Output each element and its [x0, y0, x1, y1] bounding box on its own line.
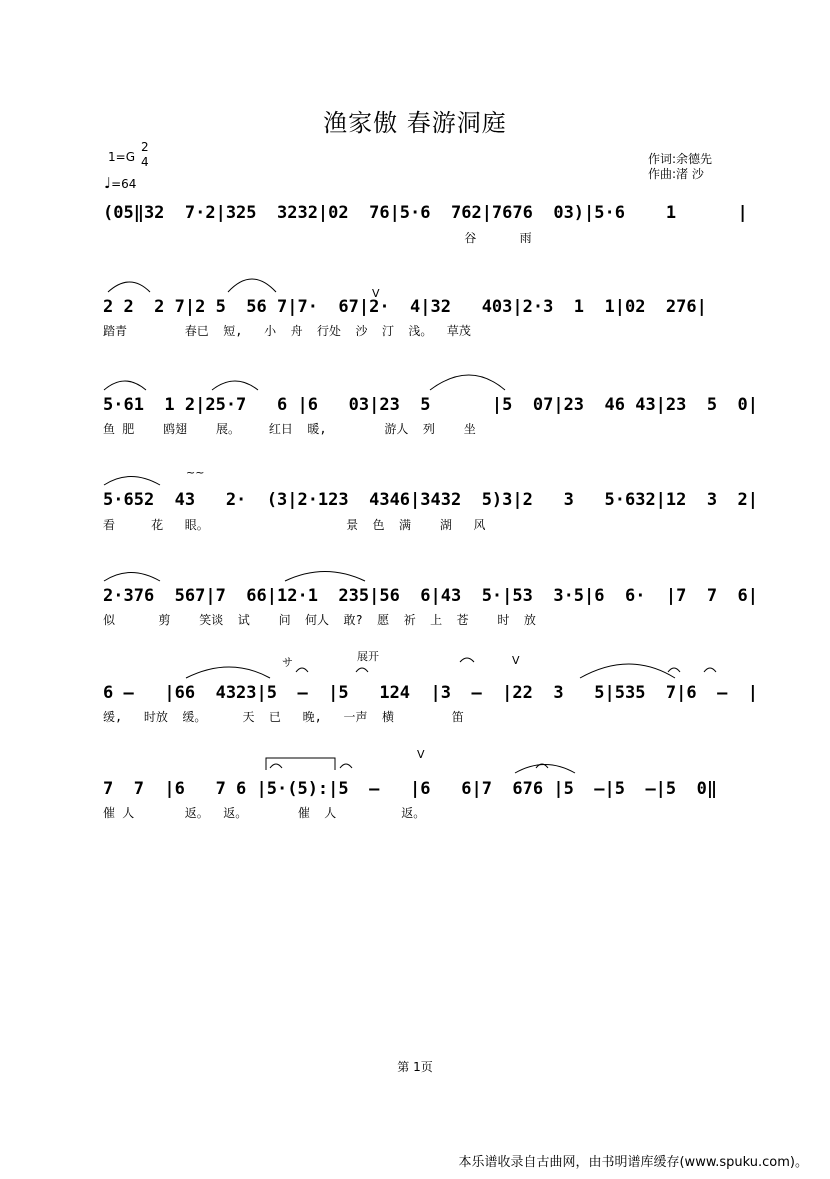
expression-text: 展开 — [357, 650, 379, 663]
lyric-line: 似 剪 笑谈 试 问 何人 敢? 愿 祈 上 苍 时 放 — [103, 613, 536, 627]
slur-mark — [104, 477, 160, 486]
breath-mark: V — [372, 287, 380, 300]
fermata-mark — [356, 668, 368, 672]
trill-mark: ~~ — [186, 466, 205, 479]
meter-top: 2 — [141, 140, 149, 154]
notation-line: 5·61 1 2|25·7 6 |6 03|23 5 |5 07|23 46 43|23 5 0| — [103, 395, 759, 415]
source-footer: 本乐谱收录自古曲网，由书明谱库缓存(www.spuku.com)。 — [458, 1155, 808, 1170]
fermata-mark — [270, 764, 282, 768]
slur-mark — [285, 572, 365, 582]
notation-line: 2 2 2 7|2 5 56 7|7· 67|2· 4|32 403|2·3 1 1|02 276| — [103, 297, 707, 317]
breath-mark: V — [417, 748, 425, 761]
slur-mark — [212, 381, 258, 390]
notation-line: 5·652 43 2· (3|2·123 4346|3432 5)3|2 3 5·632|12 3 2| — [103, 490, 759, 510]
score-title: 渔家傲 春游洞庭 — [323, 109, 507, 137]
notation-line: 6 — |66 4323|5 — |5 124 |3 — |22 3 5|535 7|6 — | — [103, 683, 759, 703]
quarter-note-icon: ♩ — [104, 174, 112, 192]
slur-mark — [228, 279, 276, 292]
fermata-mark — [460, 658, 474, 662]
lyricist-credit: 作词:余德先 — [648, 152, 713, 166]
notation-line: 2·376 567|7 66|12·1 235|56 6|43 5·|53 3·5|6 6· |7 7 6| — [103, 586, 759, 606]
slur-mark — [430, 375, 505, 390]
breath-mark: V — [512, 654, 520, 667]
fermata-mark — [296, 668, 308, 672]
slur-mark — [104, 573, 160, 582]
lyric-line: 谷 雨 — [103, 231, 532, 245]
slur-mark — [104, 381, 146, 390]
lyric-line: 踏青 春已 短, 小 舟 行处 沙 汀 浅。 草茂 — [103, 324, 471, 338]
page-number: 第 1页 — [397, 1060, 433, 1074]
notation-line: (05‖32 7·2|325 3232|02 76|5·6 762|7676 03)|5·6 1 | — [103, 203, 748, 223]
meter-bottom: 4 — [141, 155, 149, 169]
fermata-mark — [704, 668, 716, 672]
slur-mark — [186, 667, 270, 678]
composer-credit: 作曲:渚 沙 — [648, 167, 704, 181]
slur-mark — [515, 765, 575, 774]
slur-mark — [108, 282, 150, 292]
slur-mark — [580, 664, 675, 678]
lyric-line: 缓, 时放 缓。 天 已 晚, 一声 横 笛 — [103, 710, 464, 724]
notation-line: 7 7 |6 7 6 |5·(5):|5 — |6 6|7 676 |5 —|5 —|5 0‖ — [103, 779, 718, 799]
lyric-line: 看 花 眼。 景 色 满 湖 风 — [103, 518, 486, 532]
lyric-line: 鱼 肥 鸥翅 展。 红日 暖, 游人 列 坐 — [103, 422, 476, 436]
lyric-line: 催 人 返。 返。 催 人 返。 — [103, 806, 426, 820]
tempo-value: =64 — [111, 177, 137, 191]
fermata-mark — [668, 668, 680, 672]
key-signature: 1=G — [108, 150, 135, 164]
fermata-mark — [340, 764, 352, 768]
expression-text: サ — [282, 656, 293, 669]
